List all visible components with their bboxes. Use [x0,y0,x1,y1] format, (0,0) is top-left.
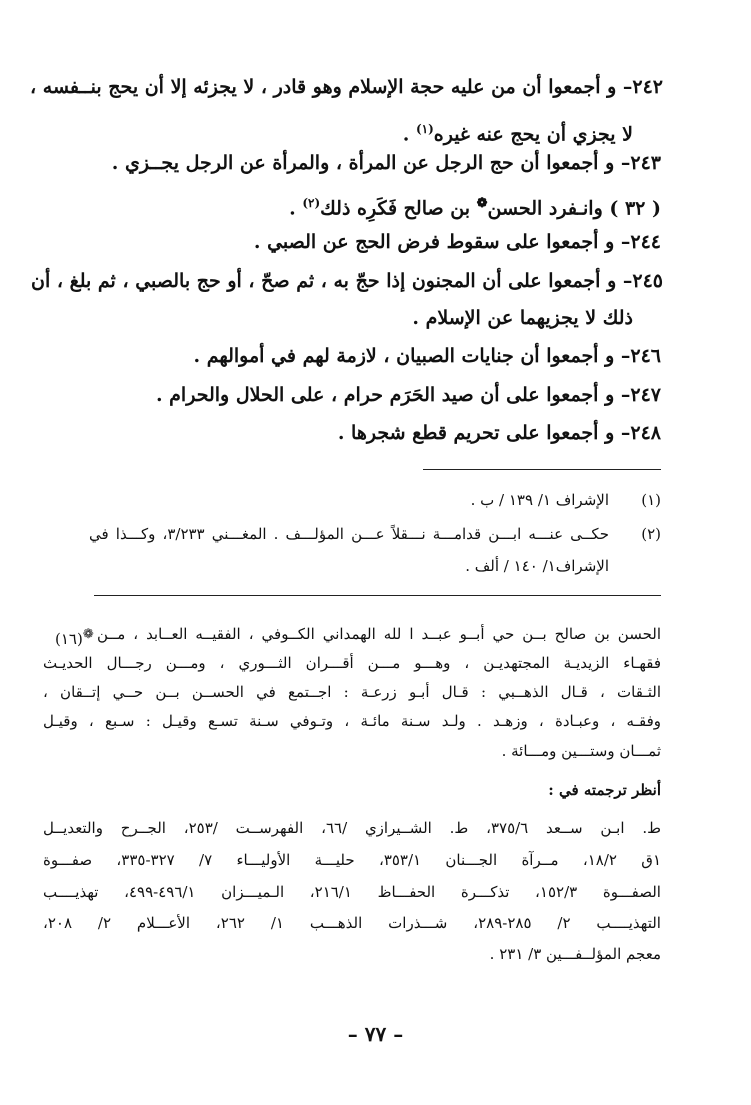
footnote-2-text-cont: الإشراف١/ ١٤٠ / ألف . [465,557,609,575]
item-242-line1: ٢٤٢– و أجمعوا أن من عليه حجة الإسلام وهو قادر ، لا يجزئه إلا أن يحج بنــفسه ، [30,76,663,98]
bio-ref-4: التهذيــــب ٢/ ٢٨٥-٢٨٩، شـــذرات الذهـــب ١/ ٢٦٢، الأعـــلام ٢/ ٢٠٨، [43,914,661,932]
item-248: ٢٤٨– و أجمعوا على تحريم قطع شجرها . [337,422,661,444]
item-243: ٢٤٣– و أجمعوا أن حج الرجل عن المرأة ، والمرأة عن الرجل يجــزي . [111,152,661,174]
bio-line-4: وفقـه ، وعبـادة ، وزهـد . ولـد سـنة مائـة ، وتـوفي سـنة تسـع وقيـل : سـبع ، وقيـل [43,712,661,730]
item-245-line2: ذلك لا يجزيهما عن الإسلام . [412,307,633,329]
footnote-ref-2: (٢) [302,196,321,210]
footnote-2-number: (٢) [641,525,661,543]
footnote-ref-1: (١) [415,122,434,136]
page-number: – ٧٧ – [347,1022,404,1046]
bio-ref-3: الصفـــوة ١٥٢/٣، تذكـــرة الحفـــاظ ٢١٦/١، الـميـــزان ٤٩٦/١-٤٩٩، تهذيــــب [43,883,661,901]
bio-divider [94,595,661,596]
item-245-line1: ٢٤٥– و أجمعوا على أن المجنون إذا حجّ به ، ثم صحّ ، أو حج بالصبي ، ثم بلغ ، أن [31,270,663,292]
item-242-end: . [402,123,416,146]
bio-line-1: الحسن بن صالح بــن حي أبــو عبــد ا لله الهمداني الكــوفي ، الفقيــه العــابد ، مــن [97,625,661,643]
item-246: ٢٤٦– و أجمعوا أن جنايات الصبيان ، لازمة لهم في أموالهم . [193,345,661,367]
flower-asterisk-icon: ❁ [476,196,488,211]
bio-line-2: فقهـاء الزيديـة المجتهديـن ، وهـــو مـــن أقـــران الثـــوري ، ومـــن رجـــال الحديـث [43,654,661,672]
bio-line-3: الثـقات ، قـال الذهــبي : قـال أبـو زرعـة : اجــتمع في الحســن بــن حــي إتــقان ، [43,683,661,701]
footnote-1-text: الإشراف ١/ ١٣٩ / ب . [470,491,609,509]
item-247: ٢٤٧– و أجمعوا على أن صيد الحَرَم حرام ، على الحلال والحرام . [155,384,661,406]
item-242-line2 [403,114,633,149]
note-32-text-b: بن صالح فَكَرِه ذلك [320,197,477,220]
note-32-end: . [289,197,303,220]
footnote-2-text: حكــى عنـــه ابـــن قدامـــة نـــقلاً عـــن المؤلـــف . المغـــني ٣/٢٣٣، وكـــذا في [89,525,609,543]
footnote-divider [423,469,661,470]
bio-line-5: ثمـــان وستـــين ومـــائة . [501,742,661,760]
item-244: ٢٤٤– و أجمعوا على سقوط فرض الحج عن الصبي . [253,231,661,253]
footnote-1-number: (١) [641,491,661,509]
flower-asterisk-icon: ❁ [82,627,94,642]
note-32-text-a: ( ٣٢ ) وانـفرد الحسن [487,197,661,220]
bio-ref-5: معجم المؤلــفـــين ٣/ ٢٣١ . [489,945,661,963]
note-32 [289,188,661,223]
bio-ref-1: ط. ابـن ســعد ٣٧٥/٦، ط. الشــيرازي /٦٦، الفهرســت /٢٥٣، الجــرح والتعديــل [43,819,661,837]
bio-marker-number: (١٦) [55,630,83,648]
bio-ref-2: ١ق ١٨/٢، مــرآة الجـــنان ٣٥٣/١، حليـــة الأوليـــاء ٧/ ٣٢٧-٣٣٥، صفـــوة [43,851,661,869]
item-242-text: لا يجزي أن يحج عنه غيره [433,123,633,146]
bio-see-also: أنظر ترجمته في : [548,781,661,799]
